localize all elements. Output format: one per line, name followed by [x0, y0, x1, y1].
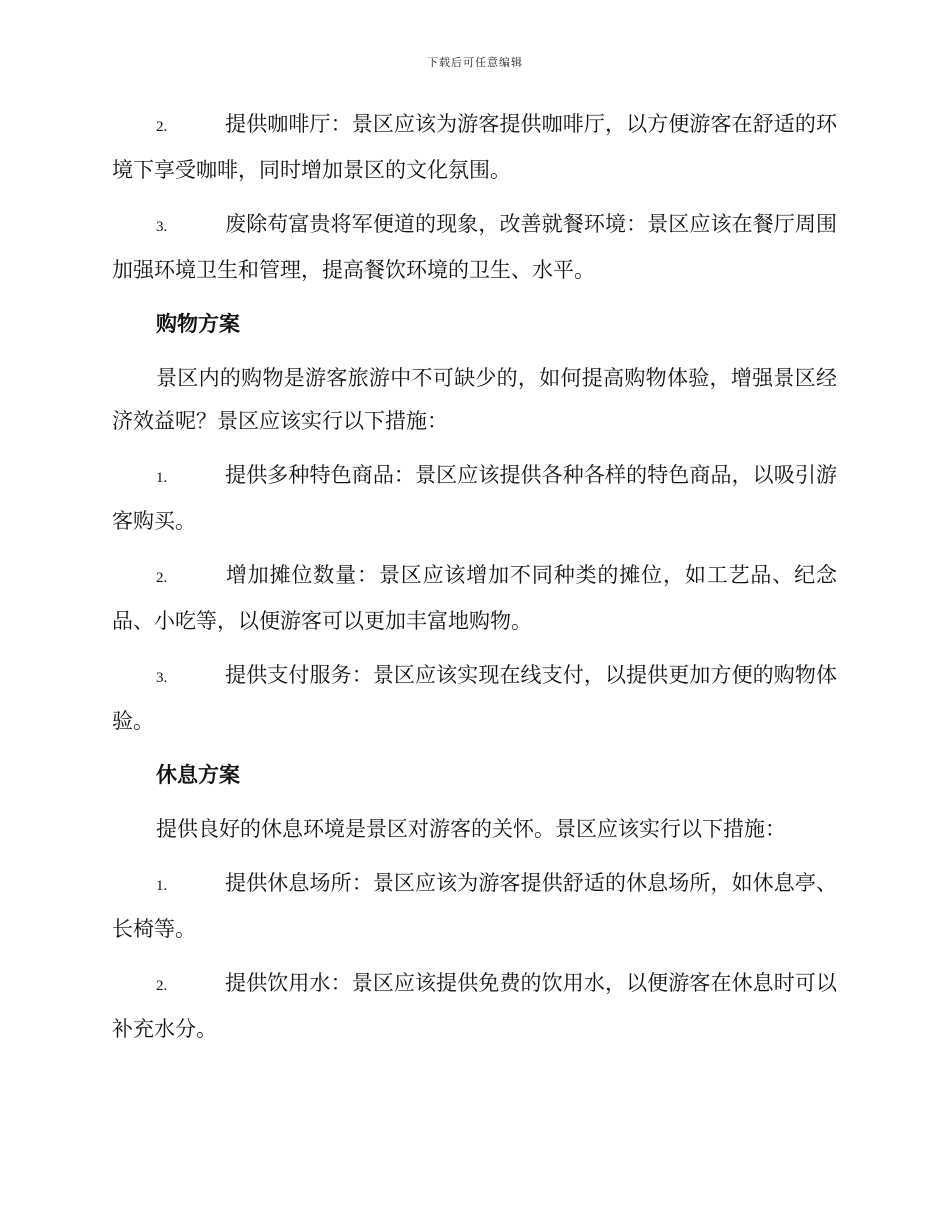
shopping-intro-paragraph: 景区内的购物是游客旅游中不可缺少的，如何提高购物体验，增强景区经济效益呢？景区应该实行以下措施： — [112, 366, 837, 433]
list-item-text: 增加摊位数量：景区应该增加不同种类的摊位，如工艺品、纪念品、小吃等，以便游客可以更加丰富地购物。 — [112, 563, 837, 633]
list-item-cafe — [112, 103, 837, 192]
list-item-rest-area — [112, 862, 837, 951]
page-header: 下载后可任意编辑 — [427, 56, 523, 69]
list-item-drinking-water — [112, 962, 837, 1051]
list-number: 2. — [156, 978, 168, 994]
list-item-text: 废除苟富贵将军便道的现象，改善就餐环境：景区应该在餐厅周围加强环境卫生和管理，提高餐饮环境的卫生、水平。 — [112, 212, 837, 282]
list-item-specialty-goods — [112, 454, 837, 543]
list-item-dining-environment — [112, 203, 837, 292]
section-heading-shopping: 购物方案 — [156, 312, 240, 336]
list-item-payment — [112, 654, 837, 743]
document-body — [112, 103, 837, 1062]
list-item-text: 提供支付服务：景区应该实现在线支付，以提供更加方便的购物体验。 — [112, 663, 837, 733]
list-item-text: 提供饮用水：景区应该提供免费的饮用水，以便游客在休息时可以补充水分。 — [112, 971, 837, 1041]
list-item-stalls — [112, 554, 837, 643]
section-heading-rest: 休息方案 — [156, 763, 240, 787]
list-number: 2. — [156, 570, 168, 586]
list-item-text: 提供多种特色商品：景区应该提供各种各样的特色商品，以吸引游客购买。 — [112, 463, 837, 533]
list-number: 1. — [156, 470, 168, 486]
list-item-text: 提供咖啡厅：景区应该为游客提供咖啡厅，以方便游客在舒适的环境下享受咖啡，同时增加景区的文化氛围。 — [112, 112, 837, 182]
rest-intro-paragraph: 提供良好的休息环境是景区对游客的关怀。景区应该实行以下措施： — [156, 817, 786, 841]
list-number: 1. — [156, 878, 168, 894]
list-number: 3. — [156, 219, 168, 235]
list-number: 3. — [156, 670, 168, 686]
list-item-text: 提供休息场所：景区应该为游客提供舒适的休息场所，如休息亭、长椅等。 — [112, 871, 837, 941]
list-number: 2. — [156, 119, 168, 135]
